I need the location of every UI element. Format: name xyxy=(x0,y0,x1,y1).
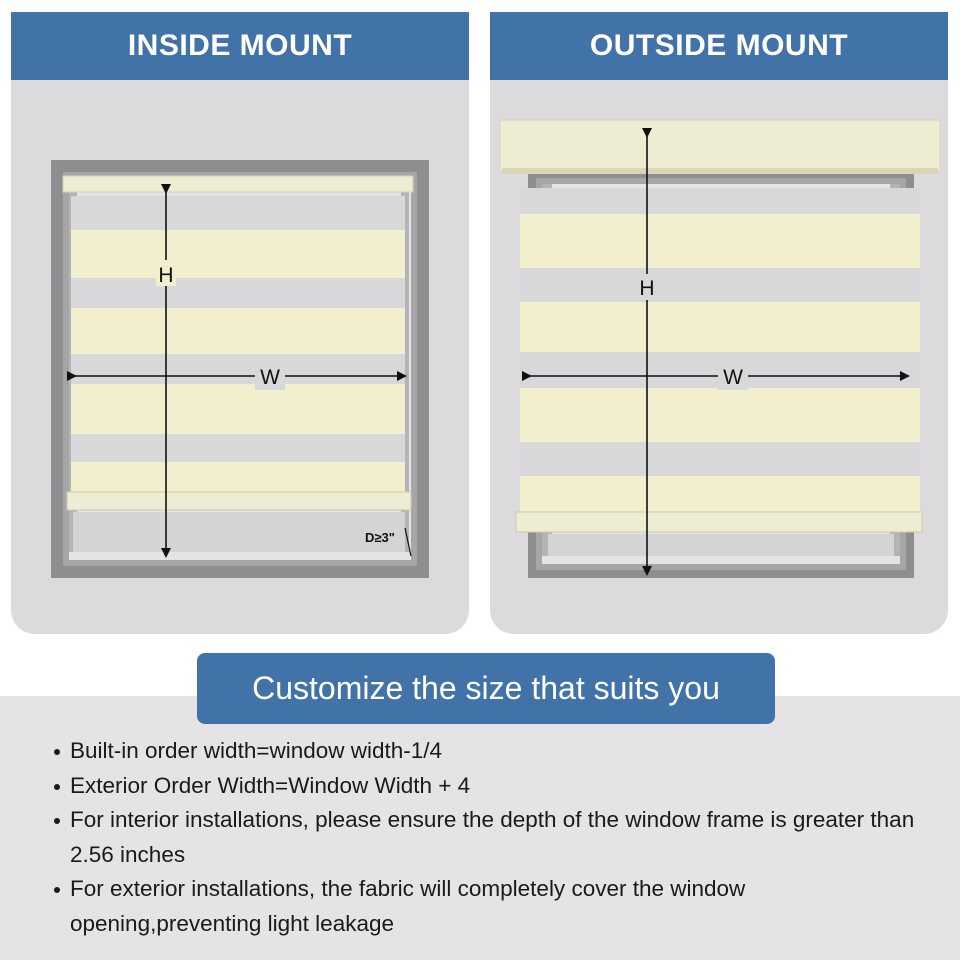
size-notes-list xyxy=(52,734,932,941)
outside-mount-diagram xyxy=(490,12,948,634)
cream-band xyxy=(520,214,920,268)
inside-mount-diagram xyxy=(11,12,469,634)
sheer-band xyxy=(71,278,405,308)
inside-mount-panel xyxy=(11,12,469,634)
height-label: H xyxy=(639,277,655,300)
cream-band xyxy=(520,476,920,516)
lower-opening xyxy=(548,534,894,556)
sheer-band xyxy=(71,196,405,230)
cream-band xyxy=(71,308,405,354)
cream-band xyxy=(520,302,920,352)
sheer-band xyxy=(71,434,405,462)
cream-band xyxy=(71,230,405,278)
list-item: Exterior Order Width=Window Width + 4 xyxy=(52,769,932,804)
cream-band xyxy=(71,462,405,494)
cream-band xyxy=(71,384,405,434)
cream-band xyxy=(520,388,920,442)
lower-opening xyxy=(73,512,405,552)
depth-label: D≥3" xyxy=(365,530,395,545)
list-item: Built-in order width=window width-1/4 xyxy=(52,734,932,769)
customize-banner: Customize the size that suits you xyxy=(197,653,775,724)
bottom-rail xyxy=(516,512,922,532)
sheer-band xyxy=(520,442,920,476)
sheer-band xyxy=(71,354,405,384)
height-label: H xyxy=(158,264,174,287)
outside-mount-title: OUTSIDE MOUNT xyxy=(490,12,948,80)
bottom-rail xyxy=(67,492,411,510)
list-item: For exterior installations, the fabric will completely cover the window opening,preventing light leakage xyxy=(52,872,932,941)
sheer-band xyxy=(520,188,920,214)
list-item: For interior installations, please ensure the depth of the window frame is greater than 2.56 inches xyxy=(52,803,932,872)
width-label: W xyxy=(260,366,280,389)
outside-mount-panel xyxy=(490,12,948,634)
headrail-cassette xyxy=(500,120,940,172)
sheer-band xyxy=(520,268,920,302)
headrail-shadow xyxy=(502,168,938,174)
width-label: W xyxy=(723,366,743,389)
inside-mount-title: INSIDE MOUNT xyxy=(11,12,469,80)
headrail xyxy=(63,176,413,192)
